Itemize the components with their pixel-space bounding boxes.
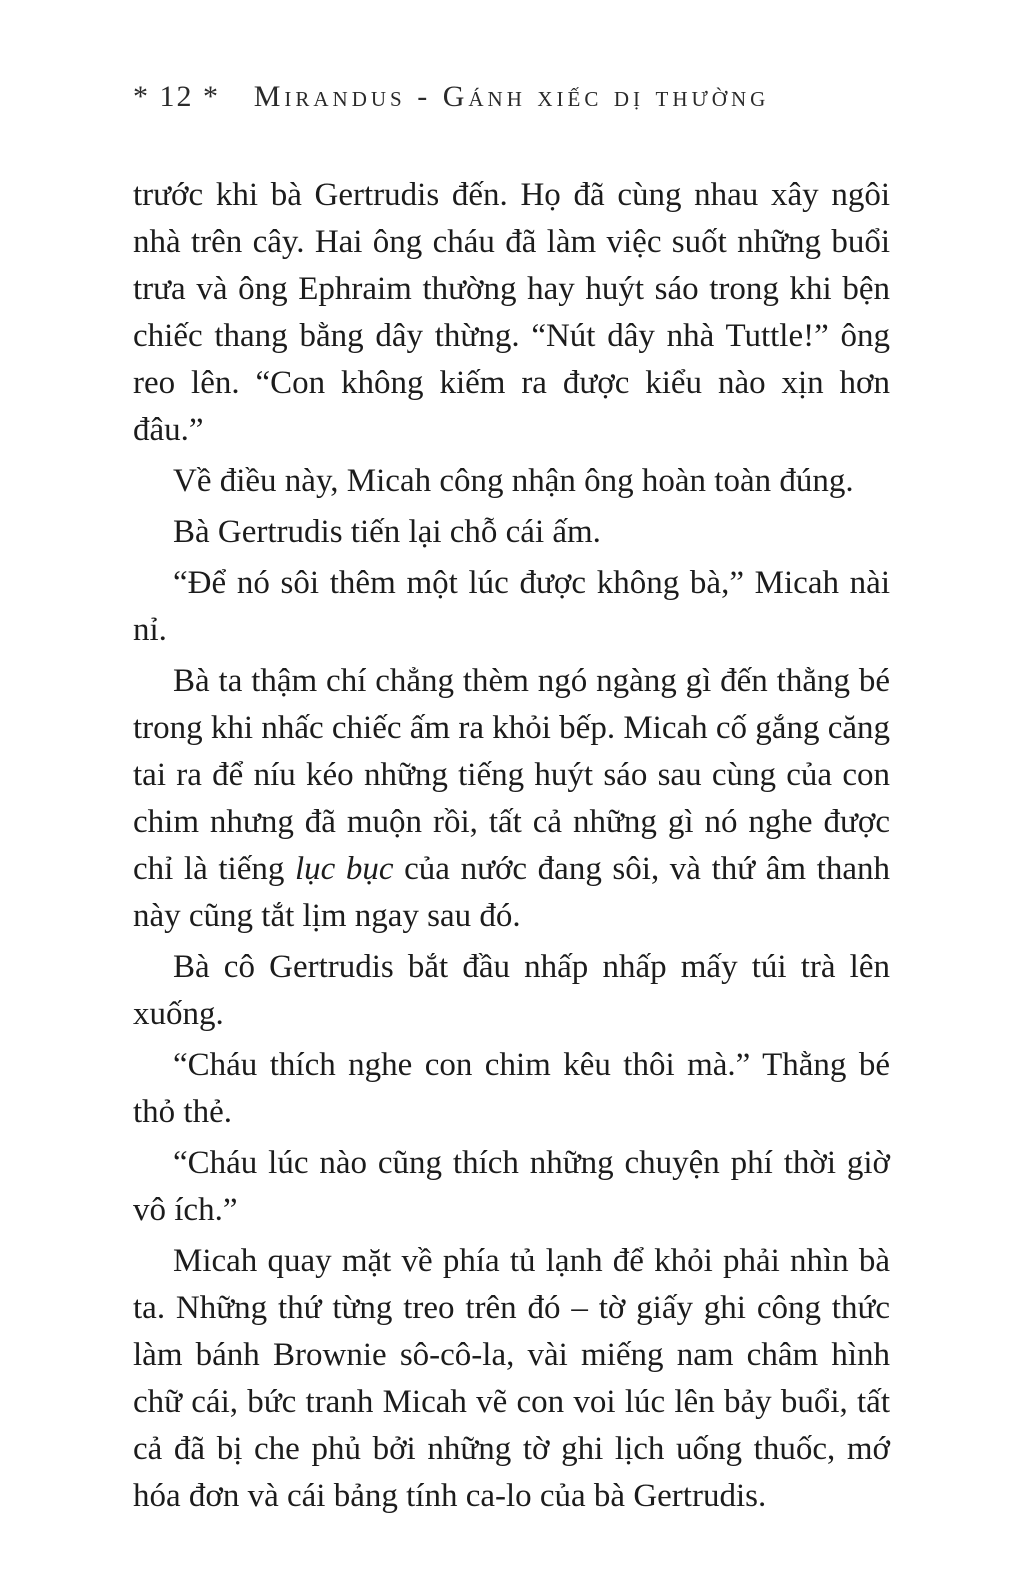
paragraph (133, 560, 890, 654)
body-text: “Cháu thích nghe con chim kêu thôi mà.” Thằng bé thỏ thẻ. (133, 1047, 890, 1130)
paragraph (133, 509, 890, 556)
body-text: Bà ta thậm chí chẳng thèm ngó ngàng gì đến thằng bé trong khi nhấc chiếc ấm ra khỏi bếp. Micah cố gắng căng tai ra để níu kéo những tiếng huýt sáo sau cùng của con chim nhưng đã muộn rồi, tất cả những gì nó nghe được chỉ là tiếng (133, 663, 890, 887)
page-body (133, 172, 890, 1524)
running-title: Mirandus - Gánh xiếc dị thường (253, 80, 770, 113)
page-number-marker: * 12 * (133, 80, 220, 113)
paragraph (133, 944, 890, 1038)
emphasis-text: lục bục (294, 851, 394, 887)
body-text: Bà cô Gertrudis bắt đầu nhấp nhấp mấy túi trà lên xuống. (133, 949, 890, 1032)
body-text: Micah quay mặt về phía tủ lạnh để khỏi phải nhìn bà ta. Những thứ từng treo trên đó – tờ giấy ghi công thức làm bánh Brownie sô-cô-la, vài miếng nam châm hình chữ cái, bức tranh Micah vẽ con voi lúc lên bảy buổi, tất cả đã bị che phủ bởi những tờ ghi lịch uống thuốc, mớ hóa đơn và cái bảng tính ca-lo của bà Gertrudis. (133, 1243, 890, 1514)
paragraph (133, 1140, 890, 1234)
paragraph (133, 172, 890, 454)
body-text: Về điều này, Micah công nhận ông hoàn toàn đúng. (173, 463, 854, 499)
paragraph (133, 1042, 890, 1136)
body-text: “Cháu lúc nào cũng thích những chuyện phí thời giờ vô ích.” (133, 1145, 890, 1228)
paragraph (133, 658, 890, 940)
paragraph (133, 458, 890, 505)
body-text: của nước đang sôi, và thứ âm thanh này cũng tắt lịm ngay sau đó. (133, 851, 890, 934)
running-header (133, 80, 890, 120)
body-text: trước khi bà Gertrudis đến. Họ đã cùng nhau xây ngôi nhà trên cây. Hai ông cháu đã làm việc suốt những buổi trưa và ông Ephraim thường hay huýt sáo trong khi bện chiếc thang bằng dây thừng. “Nút dây nhà Tuttle!” ông reo lên. “Con không kiếm ra được kiểu nào xịn hơn đâu.” (133, 177, 890, 448)
body-text: “Để nó sôi thêm một lúc được không bà,” Micah nài nỉ. (133, 565, 890, 648)
body-text: Bà Gertrudis tiến lại chỗ cái ấm. (173, 514, 601, 550)
paragraph (133, 1238, 890, 1520)
